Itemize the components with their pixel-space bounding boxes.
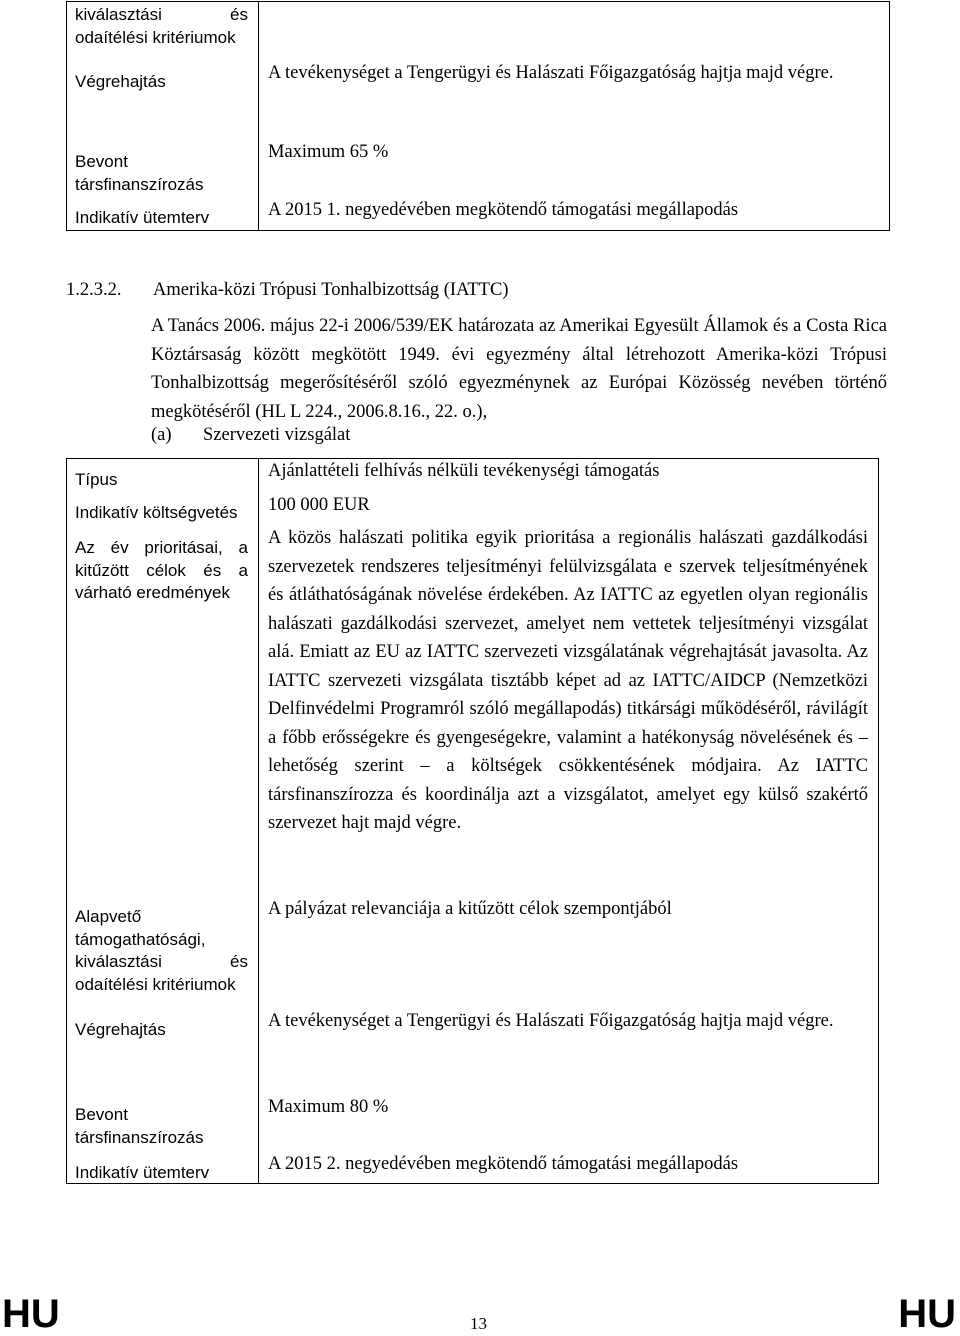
row-execution-label: Végrehajtás: [75, 1020, 166, 1039]
section-title: Amerika-közi Trópusi Tonhalbizottság (IATTC): [153, 280, 509, 300]
row-cofinancing-value: Maximum 80 %: [268, 1097, 389, 1117]
top-row-execution-value: A tevékenységet a Tengerügyi és Halászati Főigazgatóság hajtja majd végre.: [268, 63, 834, 83]
row-budget-value: 100 000 EUR: [268, 495, 370, 515]
row-criteria-label: Alapvető támogathatósági, kiválasztási és odaítélési kritériumok: [75, 907, 248, 994]
top-row-schedule-label: Indikatív ütemterv: [75, 208, 210, 227]
row-priorities-label: Az év prioritásai, a kitűzött célok és a várható eredmények: [75, 538, 248, 602]
subsection-marker: (a): [151, 425, 172, 445]
top-row-cofinancing-value: Maximum 65 %: [268, 142, 389, 162]
row-criteria-value: A pályázat relevanciája a kitűzött célok szempontjából: [268, 899, 672, 919]
top-table-divider: [258, 1, 259, 231]
subsection-title: Szervezeti vizsgálat: [203, 425, 351, 445]
bottom-table-divider: [258, 458, 259, 1184]
top-row-criteria-label: kiválasztási és odaítélési kritériumok: [75, 5, 248, 47]
top-row-execution-label: Végrehajtás: [75, 72, 166, 91]
footer-language-left: HU: [2, 1292, 60, 1336]
footer-page-number: 13: [470, 1314, 487, 1333]
top-row-schedule-value: A 2015 1. negyedévében megkötendő támogatási megállapodás: [268, 200, 739, 220]
row-priorities-value: A közös halászati politika egyik prioritása a regionális halászati gazdálkodási szervezetek rendszeres teljesítményi felülvizsgálata e szervek teljesítményének és átláthatóságának növelése érdekében. Az IATTC az egyetlen olyan regionális halászati gazdálkodási szervezet, amelyet nem vettetek teljesítményi vizsgálat alá. Emiatt az EU az IATTC szervezeti vizsgálatának végrehajtását javasolta. Az IATTC szervezeti vizsgálata tisztább képet ad az IATTC/AIDCP (Nemzetközi Delfinvédelmi Programról szóló megállapodás) titkársági működéséről, rávilágít a főbb erősségekre és gyengeségekre, valamint a hatékonyság növelésének és – lehetőség szerint – a költségek csökkentésének módjaira. Az IATTC társfinanszírozza és koordinálja azt a vizsgálatot, amelyet egy külső szakértő szervezet hajt majd végre.: [268, 528, 868, 833]
row-execution-value: A tevékenységet a Tengerügyi és Halászati Főigazgatóság hajtja majd végre.: [268, 1011, 834, 1031]
top-row-cofinancing-label: Bevont társfinanszírozás: [75, 152, 204, 194]
section-number: 1.2.3.2.: [66, 280, 122, 300]
row-budget-label: Indikatív költségvetés: [75, 503, 238, 522]
row-cofinancing-label: Bevont társfinanszírozás: [75, 1105, 204, 1147]
section-intro: A Tanács 2006. május 22-i 2006/539/EK határozata az Amerikai Egyesült Államok és a Costa Rica Köztársaság között megkötött 1949. évi egyezmény által létrehozott Amerika-közi Trópusi Tonhalbizottság megerősítéséről szóló egyezménynek az Európai Közösség nevében történő megkötéséről (HL L 224., 2006.8.16., 22. o.),: [151, 316, 887, 422]
row-type-value: Ajánlattételi felhívás nélküli tevékenységi támogatás: [268, 461, 660, 481]
row-type-label: Típus: [75, 470, 118, 489]
row-schedule-label: Indikatív ütemterv: [75, 1163, 210, 1182]
footer-language-right: HU: [898, 1292, 956, 1336]
row-schedule-value: A 2015 2. negyedévében megkötendő támogatási megállapodás: [268, 1154, 739, 1174]
